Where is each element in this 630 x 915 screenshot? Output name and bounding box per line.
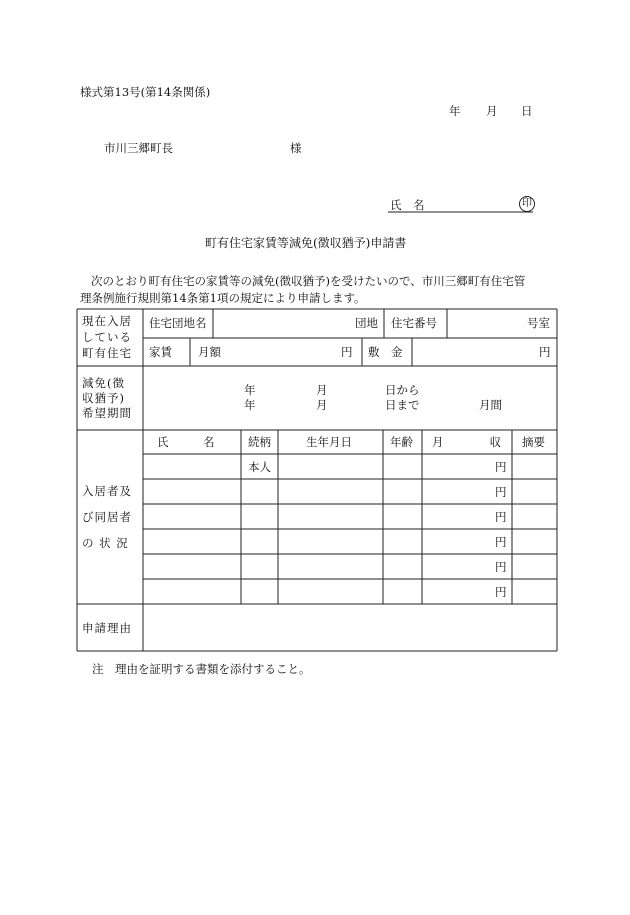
residence-label-line-1: 現在入居 (82, 314, 132, 328)
deposit-yen-unit: 円 (539, 345, 551, 359)
resident-remarks-field[interactable] (516, 457, 554, 475)
period-months: 月間 (479, 398, 502, 412)
intro-text-line-2: 理条例施行規則第14条第1項の規定により申請します。 (80, 291, 366, 305)
resident-remarks-field[interactable] (516, 482, 554, 500)
addressee: 市川三郷町長 (104, 141, 173, 155)
attachment-note: 注 理由を証明する書類を添付すること。 (92, 662, 311, 676)
complex-name-label: 住宅団地名 (149, 316, 207, 330)
resident-income-field[interactable] (426, 457, 490, 475)
resident-name-field[interactable] (147, 532, 237, 550)
reason-field[interactable] (148, 609, 552, 647)
resident-name-field[interactable] (147, 457, 237, 475)
residents-label-line-2: び同居者 (82, 510, 132, 524)
resident-age-field[interactable] (386, 482, 419, 500)
period-label-line-1: 減免(徴 (82, 376, 125, 390)
period-input-area[interactable] (150, 372, 550, 424)
monthly-rent-label: 月額 (198, 345, 221, 359)
resident-age-field[interactable] (386, 457, 419, 475)
resident-remarks-field[interactable] (516, 532, 554, 550)
resident-age-field[interactable] (386, 582, 419, 600)
header-age: 年齢 (390, 435, 413, 449)
resident-name-field[interactable] (147, 557, 237, 575)
form-title: 町有住宅家賃等減免(徴収猶予)申請書 (205, 236, 407, 250)
income-yen-unit: 円 (495, 485, 507, 499)
date-month-label: 月 (486, 104, 498, 118)
date-day-label: 日 (521, 104, 533, 118)
period-end-year: 年 (244, 398, 256, 412)
resident-birth-field[interactable] (282, 557, 379, 575)
resident-birth-field[interactable] (282, 532, 379, 550)
form-number: 様式第13号(第14条関係) (80, 85, 211, 99)
resident-income-field[interactable] (426, 482, 490, 500)
deposit-field[interactable] (416, 342, 534, 360)
resident-age-field[interactable] (386, 532, 419, 550)
income-yen-unit: 円 (495, 535, 507, 549)
resident-name-field[interactable] (147, 482, 237, 500)
reason-label: 申請理由 (82, 621, 132, 635)
monthly-rent-field[interactable] (225, 342, 335, 360)
period-start-month: 月 (316, 383, 328, 397)
income-yen-unit: 円 (495, 460, 507, 474)
rent-yen-unit: 円 (341, 345, 353, 359)
room-unit-label: 号室 (527, 316, 550, 330)
resident-age-field[interactable] (386, 557, 419, 575)
header-remarks: 摘要 (522, 435, 545, 449)
date-year-label: 年 (449, 104, 461, 118)
resident-birth-field[interactable] (282, 482, 379, 500)
intro-text-line-1: 次のとおり町有住宅の家賃等の減免(徴収猶予)を受けたいので、市川三郷町有住宅管 (91, 274, 526, 288)
period-end-day: 日まで (385, 398, 420, 412)
resident-income-field[interactable] (426, 557, 490, 575)
resident-age-field[interactable] (386, 507, 419, 525)
residence-label-line-3: 町有住宅 (82, 346, 132, 360)
resident-income-field[interactable] (426, 582, 490, 600)
resident-remarks-field[interactable] (516, 507, 554, 525)
applicant-name-label: 氏 名 (390, 198, 425, 212)
residents-label-line-1: 入居者及 (82, 484, 132, 498)
resident-name-field[interactable] (147, 507, 237, 525)
header-birth-date: 生年月日 (306, 435, 352, 449)
header-name: 氏 名 (157, 435, 215, 449)
period-end-month: 月 (316, 398, 328, 412)
residents-label-line-3: の 状 況 (82, 536, 129, 550)
income-yen-unit: 円 (495, 585, 507, 599)
seal-icon: 印 (519, 196, 535, 212)
resident-relation: 本人 (248, 460, 271, 474)
resident-remarks-field[interactable] (516, 557, 554, 575)
header-relation: 続柄 (248, 435, 271, 449)
period-start-day: 日から (385, 383, 420, 397)
resident-birth-field[interactable] (282, 507, 379, 525)
resident-income-field[interactable] (426, 532, 490, 550)
resident-birth-field[interactable] (282, 582, 379, 600)
house-number-field[interactable] (450, 314, 522, 332)
resident-name-field[interactable] (147, 582, 237, 600)
complex-unit-label: 団地 (355, 316, 378, 330)
header-income: 月 収 (432, 435, 501, 449)
resident-birth-field[interactable] (282, 457, 379, 475)
income-yen-unit: 円 (495, 510, 507, 524)
residence-label-line-2: している (82, 330, 132, 344)
rent-label: 家賃 (149, 345, 172, 359)
resident-remarks-field[interactable] (516, 582, 554, 600)
addressee-suffix: 様 (290, 141, 302, 155)
period-start-year: 年 (244, 383, 256, 397)
period-label-line-2: 収猶予) (82, 391, 125, 405)
resident-income-field[interactable] (426, 507, 490, 525)
period-label-line-3: 希望期間 (82, 406, 132, 420)
income-yen-unit: 円 (495, 560, 507, 574)
house-number-label: 住宅番号 (391, 316, 437, 330)
deposit-label: 敷 金 (368, 345, 403, 359)
